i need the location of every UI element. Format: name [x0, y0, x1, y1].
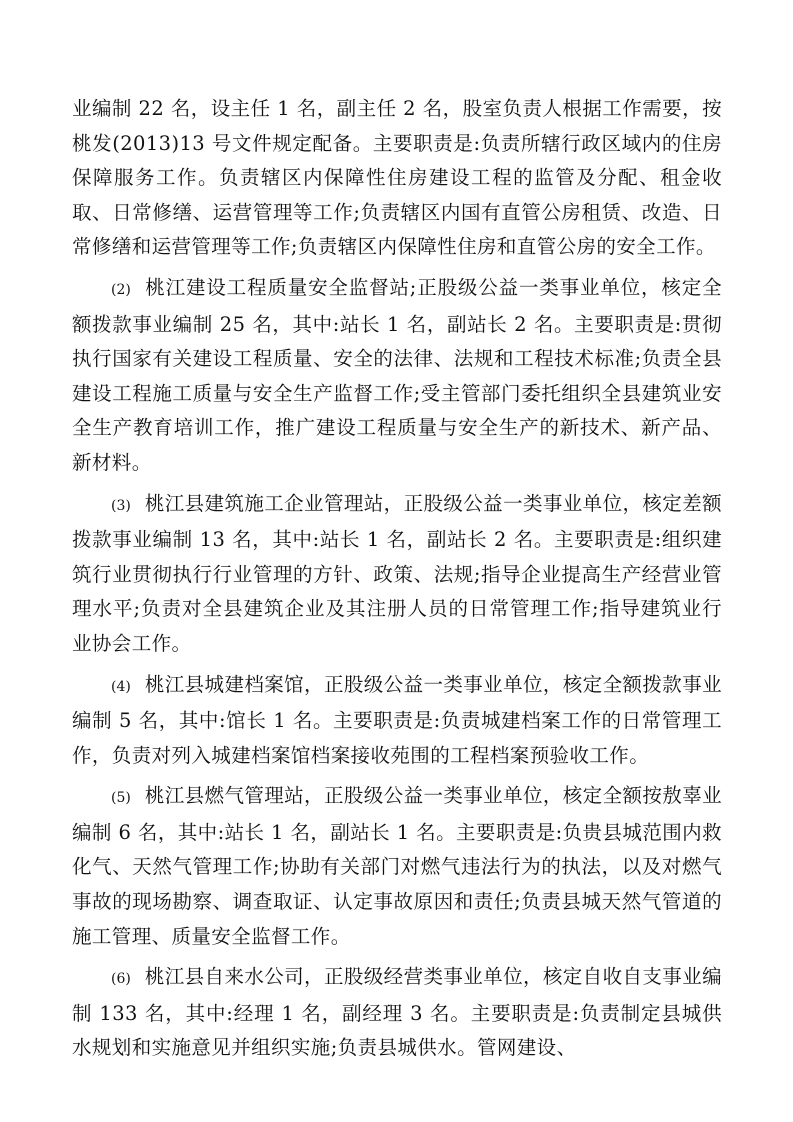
paragraph-text: 桃江县建筑施工企业管理站，正股级公益一类事业单位，核定差额拨款事业编制 13 名，其中:站长 1 名，副站长 2 名。主要职责是:组织建筑行业贯彻执行行业管理的方针、政策、法规;指导企业提高生产经营业管理水平;负责对全县建筑企业及其注册人员的日常管理工作;指导建筑业行业协会工作。 — [72, 491, 722, 655]
document-body — [72, 92, 722, 1072]
item-number: (3) — [111, 497, 131, 514]
item-number: (6) — [111, 971, 131, 988]
paragraph-item-5 — [72, 779, 722, 954]
paragraph-item-3 — [72, 487, 722, 662]
paragraph-text: 业编制 22 名，设主任 1 名，副主任 2 名，股室负责人根据工作需要，按桃发(2013)13 号文件规定配备。主要职责是:负责所辖行政区域内的住房保障服务工作。负责辖区内保障性住房建设工程的监管及分配、租金收取、日常修缮、运营管理等工作;负责辖区内国有直管公房租赁、改造、日常修缮和运营管理等工作;负责辖区内保障性住房和直管公房的安全工作。 — [72, 97, 722, 259]
item-number: (4) — [111, 678, 131, 695]
paragraph-item-2 — [72, 271, 722, 481]
paragraph-text: 桃江县燃气管理站，正股级公益一类事业单位，核定全额按敖辜业编制 6 名，其中:站长 1 名，副站长 1 名。主要职责是:负贵县城范围内救化气、天然气管理工作;协助有关部门对燃气违法行为的执法，以及对燃气事故的现场勘察、调查取证、认定事故原因和责任;负责县城天然气管道的施工管理、质量安全监督工作。 — [72, 784, 722, 948]
paragraph-item-6 — [72, 960, 722, 1066]
item-number: (2) — [111, 281, 131, 298]
paragraph-text: 桃江县城建档案馆，正股级公益一类事业单位，核定全额拨款事业编制 5 名，其中:馆长 1 名。主要职责是:负责城建档案工作的日常管理工作，负责对列入城建档案馆档案接收苑围的工程档案预验收工作。 — [72, 672, 722, 767]
item-number: (5) — [111, 790, 131, 807]
paragraph-item-4 — [72, 668, 722, 774]
paragraph-continued — [72, 92, 722, 265]
paragraph-text: 桃江建设工程质量安全监督站;正股级公益一类事业单位，核定全额拨款事业编制 25 名，其中:站长 1 名，副站长 2 名。主要职责是:贯彻执行国家有关建设工程质量、安全的法律、法规和工程技术标准;负责全县建设工程施工质量与安全生产监督工作;受主管部门委托组织全县建筑业安全生产教育培训工作，推广建设工程质量与安全生产的新技术、新产品、新材料。 — [72, 275, 722, 474]
paragraph-text: 桃江县自来水公司，正股级经营类事业单位，核定自收自支事业编制 133 名，其中:经理 1 名，副经理 3 名。主要职责是:负责制定县城供水规划和实施意见并组织实施;负责县城供水。管网建设、 — [72, 965, 722, 1060]
